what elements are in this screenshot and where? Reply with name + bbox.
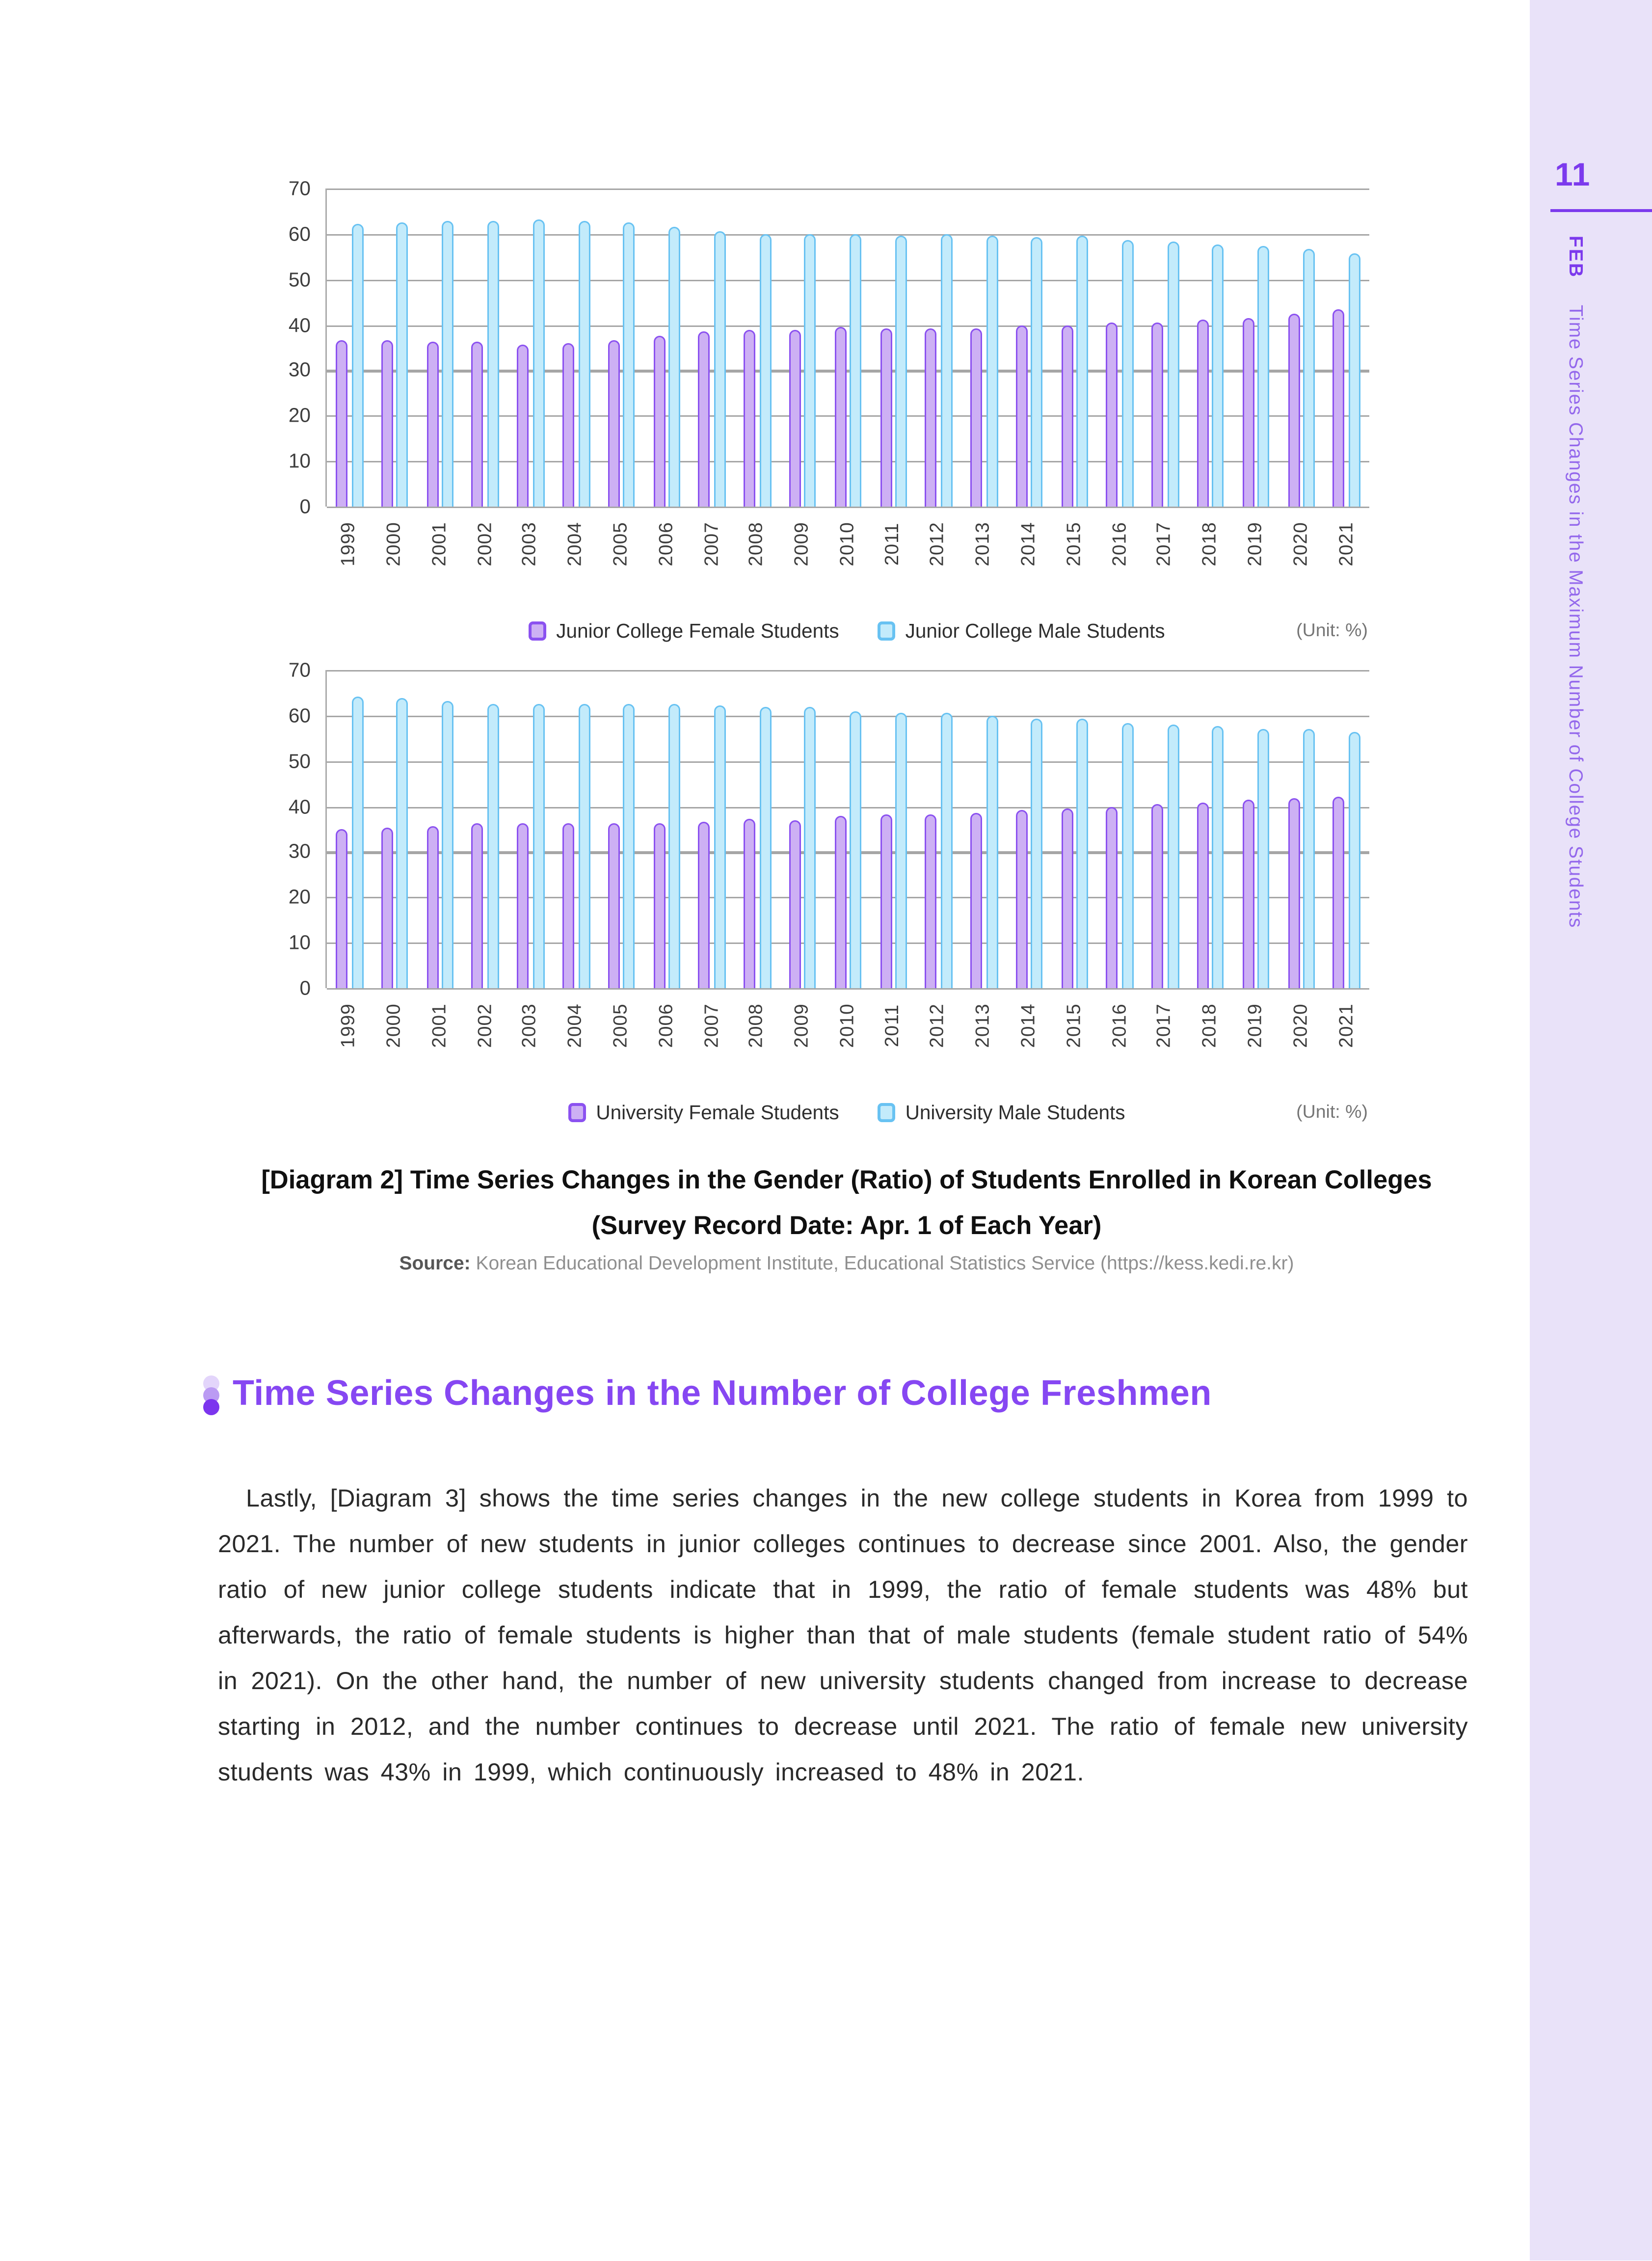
y-tick-label: 70 (288, 659, 311, 681)
university-enrolled-chart (288, 659, 1368, 1123)
y-tick-label: 20 (288, 886, 311, 909)
unit-label: (Unit: %) (1296, 1102, 1368, 1122)
x-axis-labels (325, 512, 1368, 583)
bar-junior-college-female-students-2018 (1197, 319, 1209, 507)
bar-junior-college-female-students-2013 (970, 328, 982, 507)
bar-junior-college-male-students-2021 (1348, 254, 1360, 507)
bar-group-2012 (916, 670, 961, 988)
diagram-caption-line1: [Diagram 2] Time Series Changes in the Gender (Ratio) of Students Enrolled in Korean Colleges (261, 1165, 1432, 1194)
bar-group-2005 (599, 188, 644, 507)
bar-group-2004 (554, 188, 599, 507)
bar-group-1999 (327, 670, 372, 988)
x-tick-2021: 2021 (1334, 1003, 1357, 1048)
bar-junior-college-female-students-2020 (1288, 314, 1300, 507)
bar-group-2010 (826, 670, 871, 988)
bar-group-2002 (463, 188, 508, 507)
chart-legend (325, 617, 1368, 644)
x-tick-2016: 2016 (1107, 522, 1130, 566)
bar-university-female-students-2004 (562, 824, 574, 988)
source-text: Korean Educational Development Institute, Educational Statistics Service (https://kess.kedi.re.kr) (470, 1252, 1294, 1274)
bar-junior-college-male-students-2014 (1031, 237, 1043, 507)
bar-junior-college-female-students-2006 (653, 336, 665, 507)
x-tick-2001: 2001 (427, 522, 450, 566)
x-tick-2021: 2021 (1334, 522, 1357, 566)
bar-junior-college-female-students-2014 (1016, 326, 1028, 507)
bar-university-female-students-2006 (653, 824, 665, 988)
y-tick-label: 40 (288, 314, 311, 336)
bar-university-male-students-2014 (1031, 718, 1043, 988)
bar-university-male-students-2021 (1348, 732, 1360, 988)
bar-group-2000 (372, 670, 417, 988)
bar-group-2009 (780, 670, 825, 988)
bar-group-2007 (690, 188, 735, 507)
y-tick-label: 0 (299, 495, 311, 518)
bar-group-2011 (871, 188, 916, 507)
y-tick-label: 30 (288, 359, 311, 381)
x-tick-2004: 2004 (563, 522, 586, 566)
bar-university-male-students-2000 (397, 699, 408, 988)
bar-university-female-students-2012 (925, 815, 937, 988)
bar-university-male-students-2001 (442, 701, 454, 988)
bar-junior-college-female-students-2015 (1061, 326, 1073, 507)
bar-junior-college-female-students-2008 (744, 329, 756, 507)
bar-group-2001 (418, 670, 463, 988)
x-axis-labels (325, 994, 1368, 1065)
x-tick-2002: 2002 (473, 522, 495, 566)
bar-junior-college-male-students-2017 (1167, 241, 1179, 507)
y-tick-label: 50 (288, 750, 311, 772)
bar-group-2020 (1279, 670, 1324, 988)
x-tick-2014: 2014 (1016, 522, 1039, 566)
y-tick-label: 20 (288, 404, 311, 427)
bar-junior-college-male-students-2004 (578, 221, 590, 507)
bar-group-2018 (1188, 670, 1233, 988)
x-tick-2005: 2005 (609, 1003, 631, 1048)
x-tick-2017: 2017 (1152, 1003, 1175, 1048)
source-line (147, 1250, 1546, 1277)
bar-group-2005 (599, 670, 644, 988)
sidebar-rule (1550, 209, 1652, 212)
bar-university-male-students-2005 (623, 703, 635, 988)
x-tick-2008: 2008 (745, 522, 767, 566)
sidebar-vertical-title (1565, 236, 1587, 928)
bar-university-female-students-2020 (1288, 798, 1300, 988)
x-tick-2019: 2019 (1243, 522, 1266, 566)
bar-junior-college-female-students-2009 (789, 329, 801, 507)
x-tick-2019: 2019 (1243, 1003, 1266, 1048)
bar-university-female-students-2010 (834, 816, 846, 988)
bar-university-male-students-2003 (533, 703, 544, 988)
plot-area (288, 659, 1369, 999)
x-tick-2018: 2018 (1198, 522, 1221, 566)
bar-group-2015 (1052, 188, 1097, 507)
bar-university-female-students-2015 (1061, 808, 1073, 989)
x-tick-2007: 2007 (699, 522, 722, 566)
x-tick-2006: 2006 (654, 1003, 677, 1048)
x-tick-2007: 2007 (699, 1003, 722, 1048)
legend-swatch-icon (878, 1103, 895, 1122)
page-number: 11 (1555, 156, 1591, 193)
bar-group-2008 (735, 670, 780, 988)
x-tick-2011: 2011 (880, 522, 903, 566)
bar-junior-college-female-students-2016 (1106, 323, 1118, 507)
x-tick-2001: 2001 (427, 1003, 450, 1048)
bar-group-2000 (372, 188, 417, 507)
bar-junior-college-female-students-2001 (426, 342, 438, 507)
y-tick-label: 50 (288, 268, 311, 291)
bar-junior-college-female-students-2012 (925, 328, 937, 507)
junior-college-enrolled-chart (288, 177, 1368, 642)
bar-junior-college-male-students-2019 (1258, 246, 1270, 507)
legend-label: Junior College Male Students (905, 619, 1165, 642)
y-tick-label: 10 (288, 931, 311, 954)
legend-item (528, 619, 839, 642)
bar-junior-college-male-students-2015 (1076, 235, 1088, 507)
bar-university-male-students-2013 (986, 716, 998, 988)
bar-group-2017 (1143, 670, 1188, 988)
bar-group-2002 (463, 670, 508, 988)
bar-junior-college-female-students-2010 (834, 327, 846, 507)
bar-junior-college-male-students-2001 (442, 221, 454, 507)
legend-label: University Male Students (905, 1101, 1125, 1123)
bar-university-female-students-2014 (1016, 810, 1028, 988)
bar-group-2021 (1324, 188, 1369, 507)
legend-item (568, 1101, 839, 1123)
bar-junior-college-male-students-2018 (1212, 244, 1224, 507)
bar-university-female-students-2016 (1106, 807, 1118, 988)
bar-junior-college-male-students-2020 (1303, 249, 1315, 507)
bar-groups (327, 188, 1369, 507)
x-tick-2013: 2013 (971, 1003, 994, 1048)
bar-university-female-students-2008 (744, 819, 756, 988)
bar-junior-college-male-students-2010 (850, 235, 862, 507)
x-tick-2008: 2008 (745, 1003, 767, 1048)
legend-label: University Female Students (596, 1101, 839, 1123)
bar-junior-college-male-students-2005 (623, 222, 635, 507)
bar-junior-college-male-students-2002 (487, 221, 499, 507)
x-tick-2010: 2010 (835, 522, 858, 566)
legend-swatch-icon (568, 1103, 586, 1122)
x-tick-2002: 2002 (473, 1003, 495, 1048)
bar-junior-college-female-students-2019 (1242, 318, 1254, 507)
x-tick-2009: 2009 (790, 522, 813, 566)
x-tick-2014: 2014 (1016, 1003, 1039, 1048)
section-heading (203, 1374, 1212, 1415)
bar-group-2010 (826, 188, 871, 507)
x-tick-2003: 2003 (518, 1003, 541, 1048)
bar-university-female-students-2018 (1197, 802, 1209, 988)
bar-junior-college-male-students-2000 (397, 222, 408, 507)
bar-junior-college-male-students-2016 (1122, 240, 1134, 507)
bar-junior-college-female-students-2007 (698, 332, 710, 507)
bar-university-male-students-2017 (1167, 725, 1179, 988)
bar-junior-college-female-students-2000 (381, 340, 393, 507)
bar-junior-college-female-students-2021 (1333, 310, 1345, 507)
bar-university-male-students-2009 (804, 706, 816, 988)
bar-university-male-students-2011 (895, 713, 907, 988)
x-tick-2017: 2017 (1152, 522, 1175, 566)
bar-group-2020 (1279, 188, 1324, 507)
bar-university-male-students-2007 (714, 705, 726, 988)
bar-group-2014 (1007, 188, 1052, 507)
bar-university-female-students-2019 (1242, 800, 1254, 988)
x-tick-2009: 2009 (790, 1003, 813, 1048)
bar-junior-college-male-students-2009 (804, 235, 816, 507)
bar-group-2016 (1097, 670, 1143, 988)
bar-group-2019 (1233, 670, 1279, 988)
legend-swatch-icon (528, 621, 546, 640)
bar-group-2011 (871, 670, 916, 988)
x-tick-2015: 2015 (1062, 1003, 1085, 1048)
bar-university-female-students-2021 (1333, 797, 1345, 988)
x-tick-2013: 2013 (971, 522, 994, 566)
chart-legend (325, 1099, 1368, 1125)
bar-group-2006 (644, 188, 689, 507)
bar-group-2003 (508, 670, 553, 988)
bar-junior-college-male-students-2006 (668, 227, 680, 507)
x-tick-2020: 2020 (1288, 522, 1311, 566)
diagram-caption (147, 1157, 1546, 1249)
bar-university-female-students-2017 (1152, 805, 1164, 988)
unit-label: (Unit: %) (1296, 620, 1368, 641)
bar-university-female-students-2013 (970, 812, 982, 988)
legend-item (878, 1101, 1125, 1123)
bar-group-2016 (1097, 188, 1143, 507)
x-tick-2020: 2020 (1288, 1003, 1311, 1048)
x-tick-2005: 2005 (609, 522, 631, 566)
x-tick-2000: 2000 (382, 1003, 405, 1048)
bar-group-2017 (1143, 188, 1188, 507)
bar-group-2008 (735, 188, 780, 507)
body-paragraph: Lastly, [Diagram 3] shows the time series changes in the new college students in Korea from 1999 to 2021. The number of new students in junior colleges continues to decrease since 2001. Also, the gender ratio of new junior college students indicate that in 1999, the ratio of female students was 48% but afterwards, the ratio of female students is higher than that of male students (female student ratio of 54% in 2021). On the other hand, the number of new university students changed from increase to decrease starting in 2012, and the number continues to decrease until 2021. The ratio of female new university students was 43% in 1999, which continuously increased to 48% in 2021. (218, 1484, 1468, 1786)
bar-university-female-students-1999 (336, 830, 347, 988)
x-tick-1999: 1999 (337, 1003, 359, 1048)
bar-university-female-students-2009 (789, 820, 801, 988)
legend-swatch-icon (878, 621, 895, 640)
bar-group-2001 (418, 188, 463, 507)
bar-junior-college-female-students-2004 (562, 343, 574, 507)
gridline-0 (327, 507, 1369, 509)
y-tick-label: 0 (299, 977, 311, 999)
bar-group-2013 (961, 670, 1007, 988)
x-tick-2012: 2012 (926, 522, 949, 566)
x-tick-2012: 2012 (926, 1003, 949, 1048)
bar-junior-college-female-students-1999 (336, 340, 347, 507)
bar-university-male-students-1999 (351, 697, 363, 988)
bar-junior-college-male-students-1999 (351, 223, 363, 507)
bar-university-male-students-2010 (850, 711, 862, 988)
bar-groups (327, 670, 1369, 988)
diagram-caption-line2: (Survey Record Date: Apr. 1 of Each Year) (591, 1211, 1102, 1240)
bar-group-2021 (1324, 670, 1369, 988)
bar-group-1999 (327, 188, 372, 507)
bar-group-2012 (916, 188, 961, 507)
bar-group-2009 (780, 188, 825, 507)
bar-university-male-students-2020 (1303, 729, 1315, 988)
bar-group-2003 (508, 188, 553, 507)
bar-junior-college-female-students-2017 (1152, 322, 1164, 507)
y-tick-label: 40 (288, 795, 311, 818)
bar-junior-college-male-students-2012 (940, 234, 952, 507)
bar-group-2006 (644, 670, 689, 988)
bar-university-female-students-2001 (426, 826, 438, 988)
stacked-dots-icon (203, 1375, 219, 1415)
source-label: Source: (399, 1252, 471, 1274)
x-tick-2016: 2016 (1107, 1003, 1130, 1048)
x-tick-2010: 2010 (835, 1003, 858, 1048)
bar-junior-college-male-students-2011 (895, 235, 907, 507)
bar-university-female-students-2000 (381, 827, 393, 988)
y-tick-label: 60 (288, 223, 311, 245)
bar-university-female-students-2007 (698, 821, 710, 988)
y-tick-label: 10 (288, 450, 311, 472)
bar-junior-college-male-students-2008 (759, 235, 771, 507)
bar-junior-college-male-students-2013 (986, 235, 998, 507)
sidebar-title-text: Time Series Changes in the Maximum Number of College Students (1565, 304, 1587, 928)
bar-university-male-students-2016 (1122, 723, 1134, 988)
bar-university-female-students-2003 (517, 823, 529, 988)
x-tick-2006: 2006 (654, 522, 677, 566)
bar-university-male-students-2019 (1258, 728, 1270, 989)
bar-university-female-students-2002 (472, 823, 483, 988)
section-heading-title: Time Series Changes in the Number of College Freshmen (233, 1374, 1212, 1414)
gridline-0 (327, 988, 1369, 990)
bar-university-male-students-2015 (1076, 719, 1088, 988)
page-sidebar (1530, 0, 1652, 2261)
x-tick-2000: 2000 (382, 522, 405, 566)
bar-university-female-students-2011 (880, 815, 892, 988)
bar-group-2014 (1007, 670, 1052, 988)
bar-junior-college-female-students-2011 (880, 328, 892, 507)
bar-junior-college-male-students-2007 (714, 231, 726, 507)
x-tick-2015: 2015 (1062, 522, 1085, 566)
bar-university-male-students-2012 (940, 712, 952, 988)
y-tick-label: 60 (288, 704, 311, 727)
sidebar-month-label: FEB (1565, 236, 1587, 278)
y-tick-label: 30 (288, 840, 311, 863)
bar-group-2004 (554, 670, 599, 988)
bar-group-2019 (1233, 188, 1279, 507)
bar-group-2007 (690, 670, 735, 988)
x-tick-2011: 2011 (880, 1004, 903, 1048)
bar-university-male-students-2018 (1212, 726, 1224, 988)
bar-junior-college-female-students-2003 (517, 344, 529, 507)
bar-junior-college-male-students-2003 (533, 219, 544, 507)
bar-university-female-students-2005 (608, 824, 619, 988)
bar-group-2013 (961, 188, 1007, 507)
x-tick-2018: 2018 (1198, 1003, 1221, 1048)
bar-university-male-students-2002 (487, 703, 499, 988)
bar-university-male-students-2006 (668, 703, 680, 988)
legend-item (878, 619, 1165, 642)
x-tick-2004: 2004 (563, 1003, 586, 1048)
bar-university-male-students-2004 (578, 703, 590, 988)
legend-label: Junior College Female Students (556, 619, 839, 642)
plot-area (288, 177, 1369, 518)
bar-university-male-students-2008 (759, 706, 771, 988)
x-tick-2003: 2003 (518, 522, 541, 566)
x-tick-1999: 1999 (337, 522, 359, 566)
bar-junior-college-female-students-2005 (608, 340, 619, 507)
y-tick-label: 70 (288, 177, 311, 200)
bar-junior-college-female-students-2002 (472, 342, 483, 507)
bar-group-2015 (1052, 670, 1097, 988)
bar-group-2018 (1188, 188, 1233, 507)
